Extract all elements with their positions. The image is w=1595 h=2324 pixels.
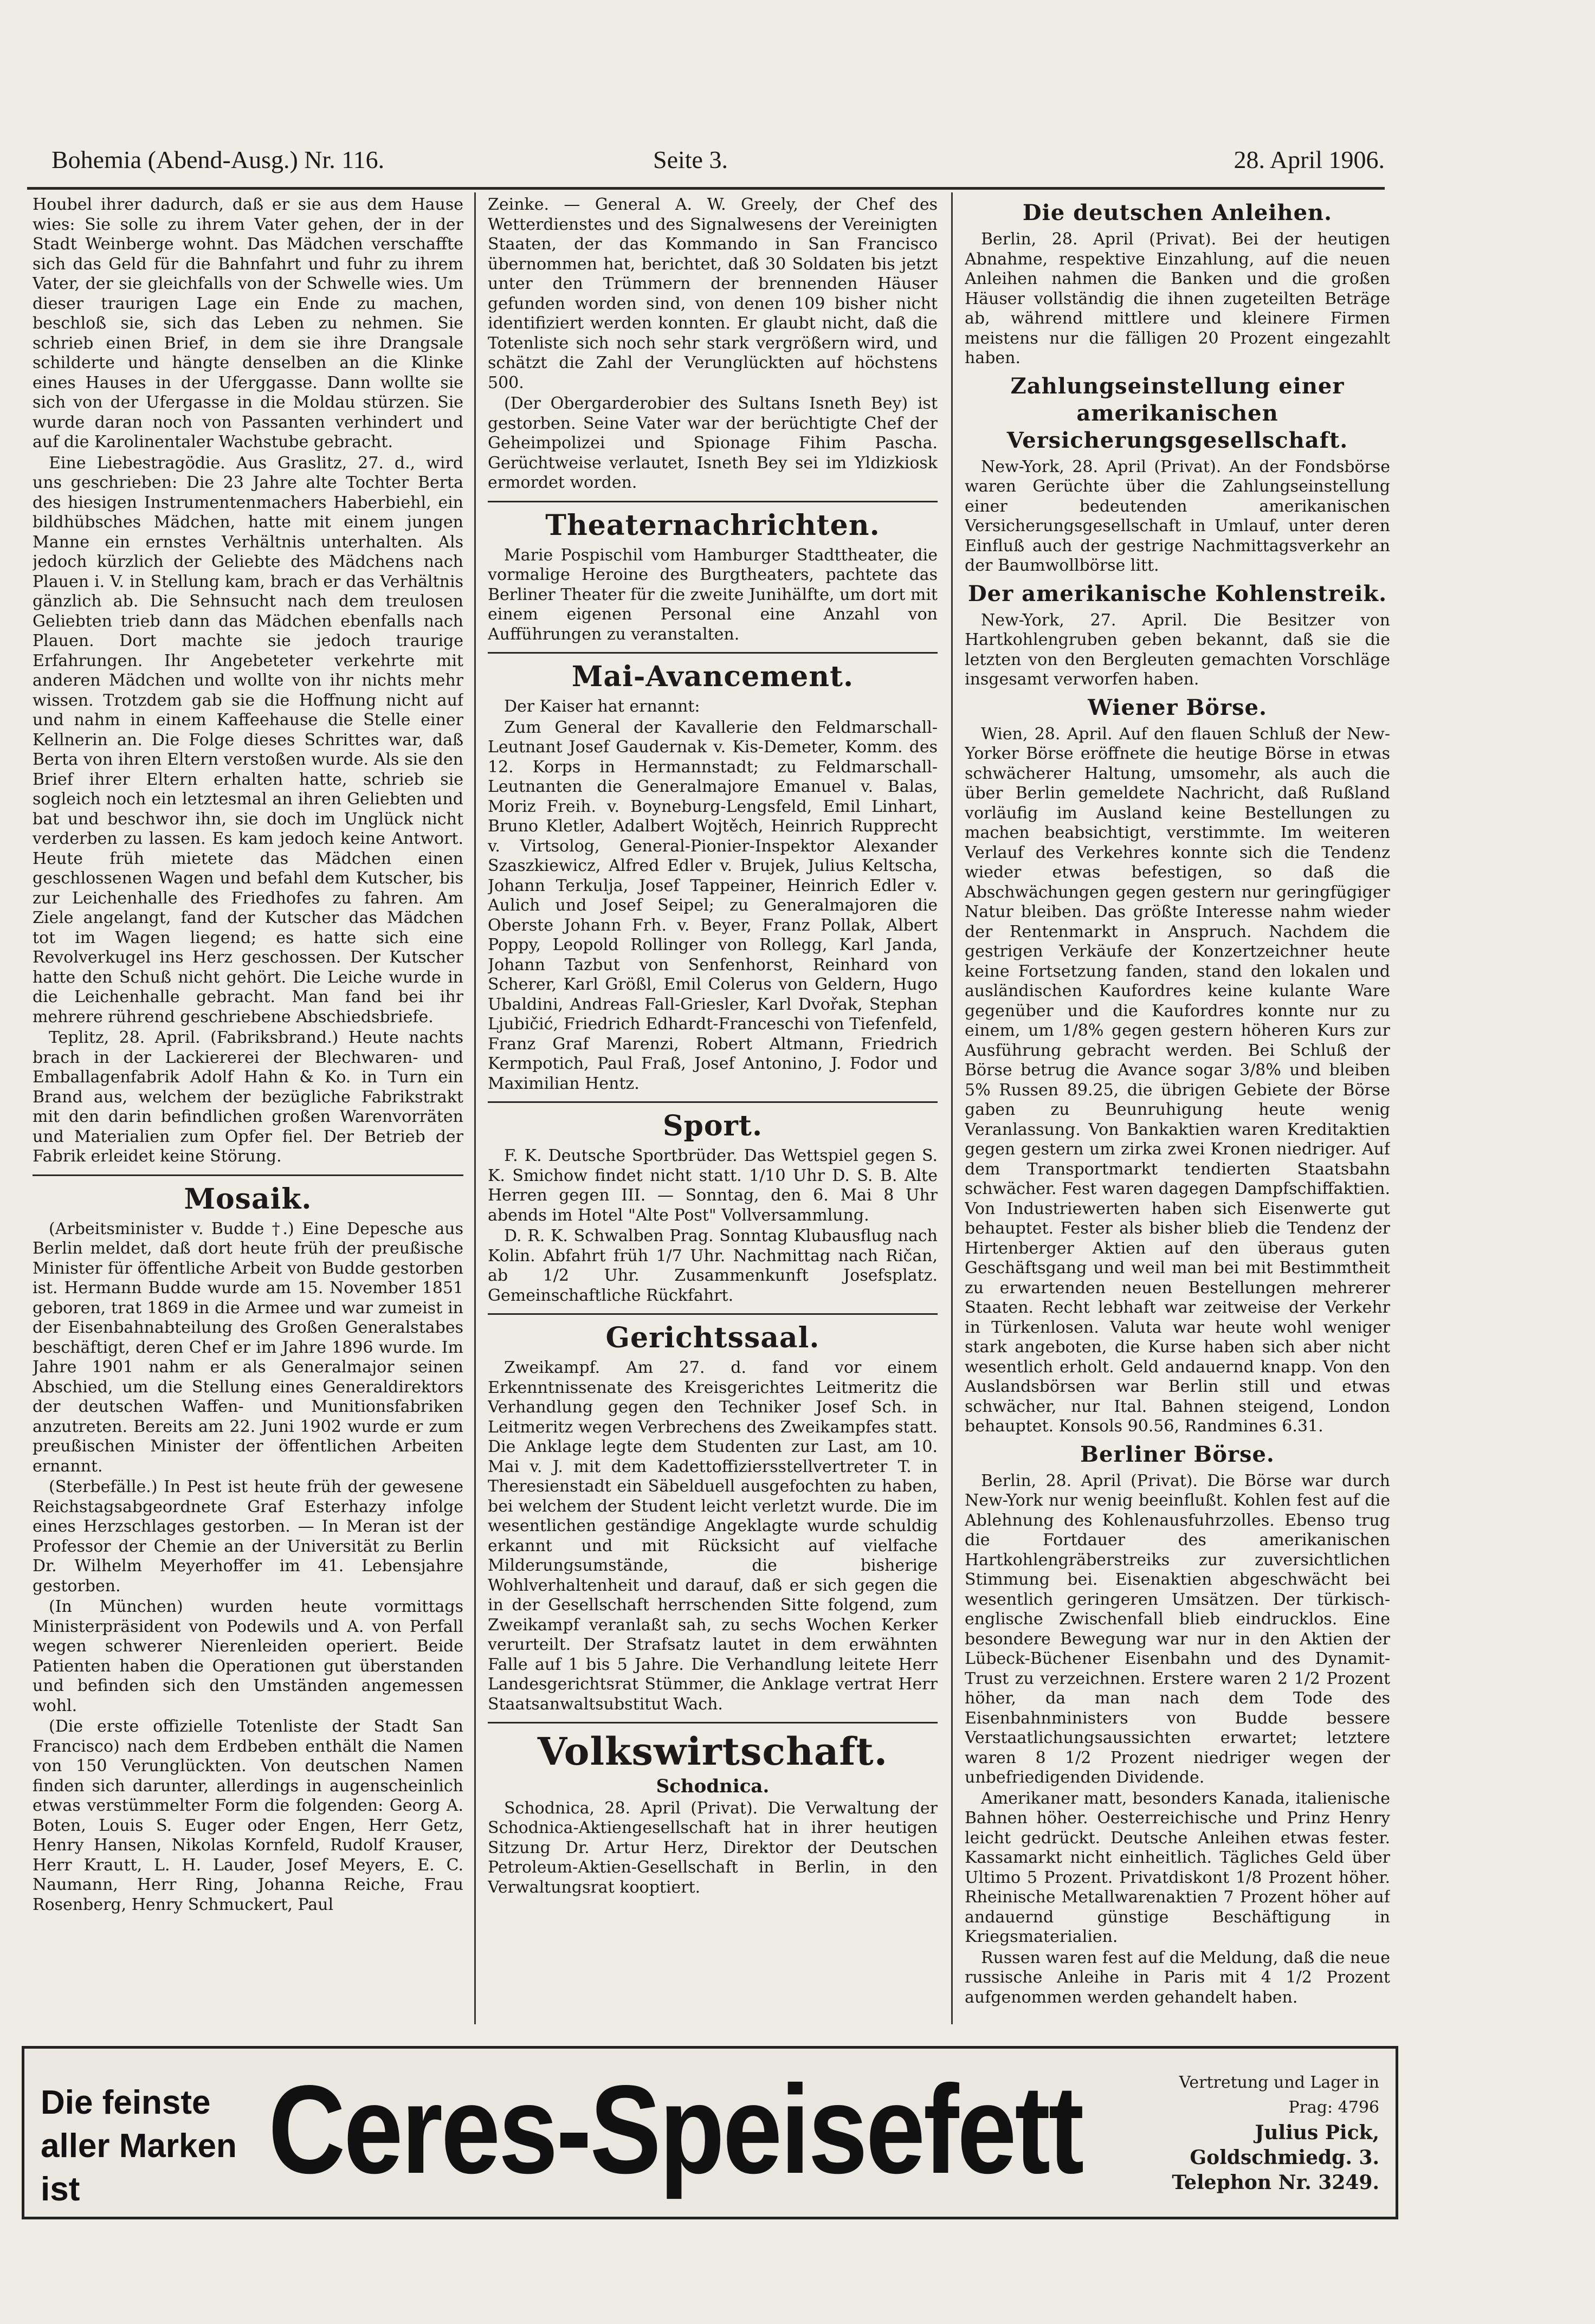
section-rule: [488, 1313, 938, 1315]
article-text: Eine Liebestragödie. Aus Graslitz, 27. d., wird uns geschrieben: Die 23 Jahre alte Tochter Berta des hiesigen Instrumentenmachers Haberbiehl, ein bildhübsches Mädchen, hatte mit einem jungen Manne ein ernstes Verhältnis unterhalten. Als jedoch kürzlich der Geliebte des Mädchens nach Plauen i. V. in Stellung kam, brach er das Verhältnis gänzlich ab. Die Sehnsucht nach dem treulosen Geliebten trieb dann das Mädchen ebenfalls nach Plauen. Dort machte sie jedoch traurige Erfahrungen. Ihr Angebeteter verkehrte mit anderen Mädchen und wollte von ihr nichts mehr wissen. Trotzdem gab sie die Hoffnung nicht auf und nahm in einem Kaffeehause die Stelle einer Kellnerin an. Die Folge dieses Schrittes war, daß Berta von ihren Eltern verstoßen wurde. Als sie den Brief ihrer Eltern erhalten hatte, schrieb sie sogleich noch ein letztesmal an ihren Geliebten und bat und beschwor ihn, sie doch im Unglück nicht verderben zu lassen. Es kam jedoch keine Antwort. Heute früh mietete das Mädchen einen geschlossenen Wagen und befahl dem Kutscher, bis zur Leichenhalle des Friedhofes zu fahren. Am Ziele angelangt, fand der Kutscher das Mädchen tot im Wagen liegend; es hatte sich eine Revolverkugel ins Herz geschossen. Der Kutscher hatte den Schuß nicht gehört. Die Leiche wurde in die Leichenhalle gebracht. Man fand bei ihr mehrere rührend geschriebene Abschiedsbriefe.: [33, 453, 463, 1027]
section-heading-zahlungseinstellung: Zahlungseinstellung einer amerikanischen Versicherungsgesellschaft.: [1006, 373, 1348, 453]
section-heading-anleihen: Die deutschen Anleihen.: [1022, 200, 1333, 225]
article-text: Zeinke. — General A. W. Greely, der Chef des Wetterdienstes und des Signalwesens der Vereinigten Staaten, der das Kommando in San Francisco übernommen hat, berichtet, daß 30 Soldaten bis jetzt unter den Trümmern der brennenden Häuser gefunden worden sind, von denen 109 bisher nicht identifiziert werden konnten. Er glaubt nicht, daß die Totenliste sich noch sehr stark vergrößern wird, und schätzt die Zahl der Verunglückten auf höchstens 500.: [488, 195, 938, 392]
section-heading-wiener-boerse: Wiener Börse.: [1088, 694, 1267, 720]
section-heading-theater: Theaternachrichten.: [545, 508, 880, 542]
section-heading-kohlenstreik: Der amerikanische Kohlenstreik.: [967, 580, 1387, 606]
section-rule: [33, 1174, 463, 1176]
article-text: New-York, 27. April. Die Besitzer von Hartkohlengruben geben bekannt, daß sie die letzten von den Bergleuten gemachten Vorschläge insgesamt verworfen haben.: [965, 610, 1390, 689]
column-left: [33, 195, 463, 2016]
article-text: Houbel ihrer dadurch, daß er sie aus dem Hause wies: Sie solle zu ihrem Vater gehen, der in der Stadt Weinberge wohnt. Das Mädchen verschaffte sich das Geld für die Bahnfahrt und fuhr zu ihrem Vater, der sie gleichfalls von der Schwelle wies. Um dieser traurigen Lage ein Ende zu machen, beschloß sie, sich das Leben zu nehmen. Sie schrieb einen Brief, in dem sie ihre Drangsale schilderte und hängte denselben an die Klinke eines Hauses in der Uferggasse. Dann wollte sie sich von der Ufergasse in die Moldau stürzen. Sie wurde daran noch von Passanten verhindert und auf die Karolinentaler Wachstube gebracht.: [33, 195, 463, 451]
article-text: Der Kaiser hat ernannt:: [504, 697, 700, 716]
subheading-schodnica: Schodnica.: [656, 1776, 770, 1797]
section-heading-sport: Sport.: [662, 1109, 763, 1142]
header-publication: Bohemia (Abend-Ausg.) Nr. 116.: [51, 146, 385, 173]
ad-info-street: Goldschmiedg. 3.: [1190, 2146, 1379, 2169]
section-heading-gericht: Gerichtssaal.: [605, 1321, 820, 1354]
ad-tagline: Die feinste aller Marken ist: [41, 2084, 237, 2208]
column-middle: [488, 195, 938, 2016]
article-text: Berlin, 28. April (Privat). Bei der heutigen Abnahme, respektive Einzahlung, auf die neuen Anleihen nahmen die Banken und die großen Häuser vollständig die ihnen zugeteilten Beträge ab, während mittlere und kleinere Firmen meistens nur die fälligen 20 Prozent eingezahlt haben.: [965, 230, 1390, 367]
article-text: Wien, 28. April. Auf den flauen Schluß der New-Yorker Börse eröffnete die heutige Börse in etwas schwächerer Haltung, umsomehr, als auch die über Berlin gemeldete Nachricht, daß Rußland vorläufig im Ausland keine Bestellungen zu machen beabsichtigt, verstimmte. Im weiteren Verlauf des Verkehres konnte sich die Tendenz wieder etwas befestigen, so daß die Abschwächungen gegen gestern nur geringfügiger Natur bleiben. Das größte Interesse nahm wieder der Rentenmarkt in Anspruch. Nachdem die gestrigen Verkäufe der Konzertzeichner heute keine Fortsetzung fanden, stand den lokalen und ausländischen Kaufordres keine kulante Ware gegenüber und die Kaufordres konnte nur zu einem, um 1/8% gegen gestern höheren Kurs zur Ausführung gebracht werden. Bei Schluß der Börse betrug die Avance sogar 3/8% und bleiben 5% Russen 89.25, die übrigen Gebiete der Börse gaben zu Beunruhigung heute wenig Veranlassung. Von Bankaktien waren Kreditaktien gegen gestern um zirka zwei Kronen niedriger. Auf dem Transportmarkt tendierten Staatsbahn schwächer. Fest waren dagegen Dampfschiffaktien. Von Industriewerten haben sich Eisenwerte gut behauptet. Fester als bisher blieb die Tendenz der Hirtenberger Aktien auf den überaus guten Geschäftsgang und weil man bei mit Bestimmtheit zu erwartenden neuen Bestellungen mehrerer Staaten. Recht lebhaft war zeitweise der Verkehr in Türkenlosen. Valuta war heute wohl weniger stark angeboten, die Kurse haben sich aber nicht wesentlich erholt. Geld andauernd knapp. Von den Auslandsbörsen war Berlin still und etwas schwächer, nur Ital. Bahnen steigend, London behauptet. Konsols 90.56, Randmines 6.31.: [965, 724, 1390, 1436]
header-rule: [27, 187, 1385, 190]
article-text: Marie Pospischil vom Hamburger Stadttheater, die vormalige Heroine des Burgtheaters, pachtete das Berliner Theater für die zweite Junihälfte, um dort mit einem eigenen Personal eine Anzahl von Aufführungen zu veranstalten.: [488, 545, 938, 644]
section-rule: [488, 1722, 938, 1723]
ad-info-name: Julius Pick,: [1255, 2121, 1379, 2144]
column-right: [965, 195, 1390, 2016]
article-text: F. K. Deutsche Sportbrüder. Das Wettspiel gegen S. K. Smichow findet nicht statt. 1/10 Uhr D. S. B. Alte Herren gegen III. — Sonntag, den 6. Mai 8 Uhr abends im Hotel "Alte Post" Vollversammlung.: [488, 1146, 938, 1225]
ad-info-line: Vertretung und Lager in: [1179, 2073, 1379, 2092]
header-page-number: Seite 3.: [653, 146, 728, 173]
article-text: (In München) wurden heute vormittags Ministerpräsident von Podewils und A. von Perfall wegen schwerer Nierenleiden operiert. Beide Patienten haben die Operationen gut überstanden und befinden sich den Umständen angemessen wohl.: [33, 1597, 463, 1715]
section-heading-mosaik: Mosaik.: [184, 1182, 312, 1216]
article-text: D. R. K. Schwalben Prag. Sonntag Klubausflug nach Kolin. Abfahrt früh 1/7 Uhr. Nachmittag nach Ričan, ab 1/2 Uhr. Zusammenkunft Josefsplatz. Gemeinschaftliche Rückfahrt.: [488, 1226, 938, 1305]
article-text: (Sterbefälle.) In Pest ist heute früh der gewesene Reichstagsabgeordnete Graf Esterhazy infolge eines Herzschlages gestorben. — In Meran ist der Professor der Chemie an der Universität zu Berlin Dr. Wilhelm Meyerhoffer im 41. Lebensjahre gestorben.: [33, 1477, 463, 1596]
header-date: 28. April 1906.: [1234, 146, 1385, 173]
ad-info-phone: Telephon Nr. 3249.: [1172, 2171, 1379, 2194]
ad-brand-name: Ceres-Speisefett: [268, 2060, 1082, 2200]
section-heading-volkswirtschaft: Volkswirtschaft.: [537, 1729, 888, 1774]
article-text: Berlin, 28. April (Privat). Die Börse war durch New-York nur wenig beeinflußt. Kohlen fest auf die Ablehnung des Kohlenausfuhrzolles. Ebenso trug die Fortdauer des amerikanischen Hartkohlengräberstreiks zur zuversichtlichen Stimmung bei. Eisenaktien abgeschwächt bei wesentlich geringeren Umsätzen. Der türkisch-englische Zwischenfall blieb eindrucklos. Eine besondere Bewegung war nur in den Aktien der Lübeck-Büchener Eisenbahn und des Dynamit-Trust zu verzeichnen. Erstere waren 2 1/2 Prozent höher, da man nach dem Tode des Eisenbahnministers von Budde bessere Verstaatlichungsaussichten erwartet; letztere waren 8 1/2 Prozent niedriger wegen der unbefriedigenden Dividende.: [965, 1471, 1390, 1787]
column-divider: [951, 192, 953, 2024]
article-text: New-York, 28. April (Privat). An der Fondsbörse waren Gerüchte über die Zahlungseinstellung einer bedeutenden amerikanischen Versicherungsgesellschaft in Umlauf, unter deren Einfluß auch der gestrige Nachmittagsverkehr an der Baumwollbörse litt.: [965, 457, 1390, 575]
article-text: Zweikampf. Am 27. d. fand vor einem Erkenntnissenate des Kreisgerichtes Leitmeritz die Verhandlung gegen den Techniker Josef Sch. in Leitmeritz wegen Verbrechens des Zweikampfes statt. Die Anklage legte dem Studenten zur Last, am 10. Mai v. J. mit dem Kadettoffiziersstellvertreter T. in Theresienstadt ein Säbelduell ausgefochten zu haben, bei welchem der Student leicht verletzt wurde. Die im wesentlichen geständige Angeklagte wurde schuldig erkannt und mit Rücksicht auf vielfache Milderungsumstände, die bisherige Wohlverhaltenheit und darauf, daß er sich gegen die in der Gesellschaft herrschenden Sitte folgend, zum Zweikampf veranlaßt sah, zu sechs Wochen Kerker verurteilt. Der Strafsatz lautet in dem erwähnten Falle auf 1 bis 5 Jahre. Die Verhandlung leitete Herr Landesgerichtsrat Stümmer, die Anklage vertrat Herr Staatsanwaltsubstitut Wach.: [488, 1358, 938, 1714]
article-text: Russen waren fest auf die Meldung, daß die neue russische Anleihe in Paris mit 4 1/2 Prozent aufgenommen werden gehandelt haben.: [965, 1948, 1390, 2007]
section-heading-avancement: Mai-Avancement.: [571, 660, 854, 693]
article-text: (Der Obergarderobier des Sultans Isneth Bey) ist gestorben. Seine Vater war der berüchtigte Chef der Geheimpolizei und Spionage Fihim Pascha. Gerüchtweise verlautet, Isneth Bey sei im Yldizkiosk ermordet worden.: [488, 394, 938, 492]
section-rule: [488, 652, 938, 654]
page-header: [51, 145, 1385, 183]
section-heading-berliner-boerse: Berliner Börse.: [1080, 1441, 1275, 1467]
article-text: Schodnica, 28. April (Privat). Die Verwaltung der Schodnica-Aktiengesellschaft hat in ihrer heutigen Sitzung Dr. Artur Herz, Direktor der Deutschen Petroleum-Aktien-Gesellschaft in Berlin, in den Verwaltungsrat kooptiert.: [488, 1798, 938, 1897]
ad-contact-info: [1146, 2070, 1379, 2195]
article-text: Teplitz, 28. April. (Fabriksbrand.) Heute nachts brach in der Lackiererei der Blechwaren- und Emballagenfabrik Adolf Hahn & Ko. in Turn ein Brand aus, welchem der bezügliche Fabrikstrakt mit den darin befindlichen großen Warenvorräten und Materialien zum Opfer fiel. Der Betrieb der Fabrik erleidet keine Störung.: [33, 1028, 463, 1166]
advertisement-ceres: [22, 2046, 1398, 2219]
article-text: (Die erste offizielle Totenliste der Stadt San Francisco) nach dem Erdbeben enthält die Namen von 150 Verunglückten. Von deutschen Namen finden sich darunter, allerdings in augenscheinlich etwas verstümmelter Form die folgenden: Georg A. Boten, Louis S. Euger oder Engen, Herr Getz, Henry Hansen, Nikolas Kornfeld, Rudolf Krauser, Herr Krautt, L. H. Lauder, Josef Meyers, E. C. Naumann, Herr Ring, Johanna Reiche, Frau Rosenberg, Henry Schmuckert, Paul: [33, 1717, 463, 1914]
article-text: Zum General der Kavallerie den Feldmarschall-Leutnant Josef Gaudernak v. Kis-Demeter, Komm. des 12. Korps in Hermannstadt; zu Feldmarschall-Leutnanten die Generalmajore Emanuel v. Balas, Moriz Freih. v. Boyneburg-Lengsfeld, Emil Linhart, Bruno Kletler, Adalbert Wojtěch, Heinrich Rupprecht v. Virtsolog, General-Pionier-Inspektor Alexander Szaszkiewicz, Alfred Edler v. Brujek, Julius Keltscha, Johann Terkulja, Josef Tappeiner, Heinrich Edler v. Aulich und Josef Seipel; zu Generalmajoren die Oberste Johann Frh. v. Beyer, Franz Pollak, Albert Poppy, Leopold Rollinger von Rollegg, Karl Janda, Johann Tazbut von Senfenhorst, Reinhard von Scherer, Karl Größl, Emil Colerus von Geldern, Hugo Ubaldini, Andreas Fall-Griesler, Karl Dvořak, Stephan Ljubičić, Friedrich Edhardt-Franceschi von Tiefenfeld, Franz Graf Marenzi, Robert Altmann, Friedrich Kermpotich, Paul Fraß, Josef Antonino, J. Fodor und Maximilian Hentz.: [488, 718, 938, 1093]
column-divider: [474, 192, 476, 2024]
article-text: Amerikaner matt, besonders Kanada, italienische Bahnen höher. Oesterreichische und Prinz Henry leicht gedrückt. Deutsche Anleihen etwas fester. Kassamarkt nicht einheitlich. Tägliches Geld über Ultimo 5 Prozent. Privatdiskont 1/8 Prozent höher. Rheinische Metallwarenaktien 7 Prozent höher auf andauernd günstige Beschäftigung in Kriegsmaterialien.: [965, 1789, 1390, 1946]
section-rule: [488, 1101, 938, 1103]
ad-info-line: Prag: 4796: [1288, 2098, 1379, 2117]
article-text: (Arbeitsminister v. Budde †.) Eine Depesche aus Berlin meldet, daß dort heute früh der preußische Minister für öffentliche Arbeit von Budde gestorben ist. Hermann Budde wurde am 15. November 1851 geboren, trat 1869 in die Armee und war zumeist in der Eisenbahnabteilung des Großen Generalstabes beschäftigt, deren Chef er im Jahre 1896 wurde. Im Jahre 1901 nahm er als Generalmajor seinen Abschied, um die Stellung eines Generaldirektors der deutschen Waffen- und Munitionsfabriken anzutreten. Bereits am 22. Juni 1902 wurde er zum preußischen Minister der öffentlichen Arbeiten ernannt.: [33, 1219, 463, 1476]
section-rule: [488, 501, 938, 502]
